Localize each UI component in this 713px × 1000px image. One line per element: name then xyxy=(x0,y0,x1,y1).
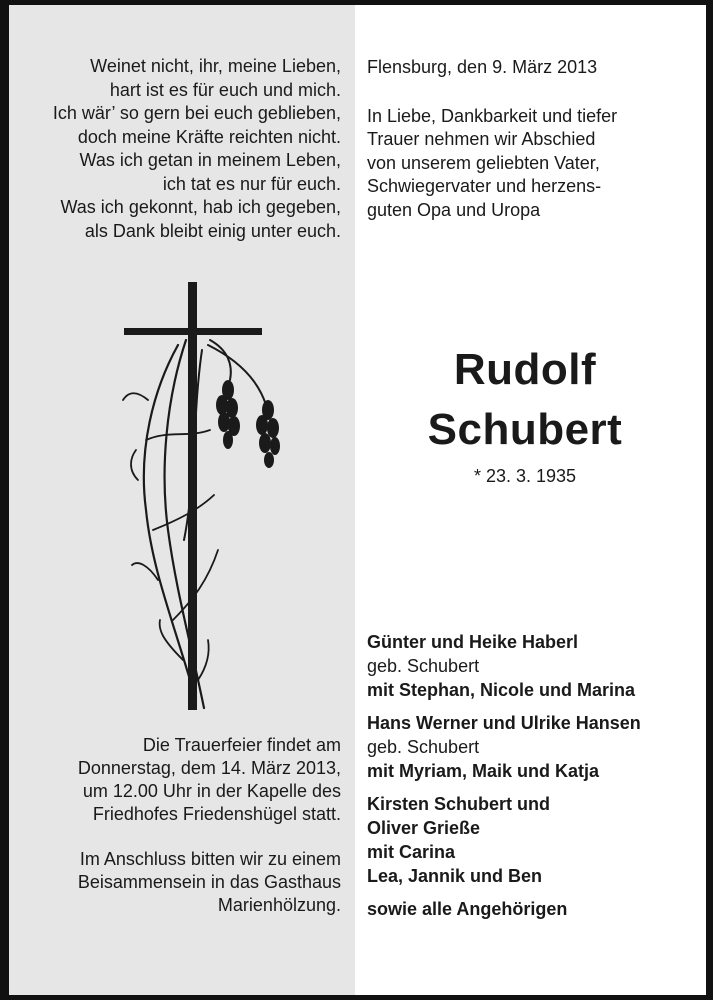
poem-line: Ich wär’ so gern bei euch geblieben, xyxy=(52,103,341,123)
mourner-line: geb. Schubert xyxy=(367,656,480,676)
service-line: Donnerstag, dem 14. März 2013, xyxy=(77,758,341,778)
service-line: Marienhölzung. xyxy=(217,895,341,915)
mourner-line: Günter und Heike Haberl xyxy=(367,632,579,652)
intro-line: In Liebe, Dankbarkeit und tiefer xyxy=(367,105,618,126)
mourner-line: mit Stephan, Nicole und Marina xyxy=(367,680,636,700)
mourners-list xyxy=(367,630,707,930)
intro-line: Schwiegervater und herzens- xyxy=(367,176,602,196)
service-line: um 12.00 Uhr in der Kapelle des xyxy=(82,781,341,801)
mourner-group xyxy=(367,711,707,783)
deceased-last-name: Schubert xyxy=(427,405,623,454)
service-line: Beisammensein in das Gasthaus xyxy=(77,872,341,892)
mourner-line: Oliver Grieße xyxy=(367,818,481,838)
border-right xyxy=(706,0,713,1000)
intro-line: guten Opa und Uropa xyxy=(367,199,541,220)
memorial-poem xyxy=(1,55,341,243)
poem-line: ich tat es nur für euch. xyxy=(162,173,341,194)
mourner-line: Hans Werner und Ulrike Hansen xyxy=(367,713,641,733)
poem-line: als Dank bleibt einig unter euch. xyxy=(84,220,341,241)
announcement-intro xyxy=(367,56,697,222)
border-bottom xyxy=(0,995,713,1000)
poem-line: Was ich getan in meinem Leben, xyxy=(79,150,341,170)
border-top xyxy=(0,0,713,5)
intro-line: von unserem geliebten Vater, xyxy=(367,152,600,173)
mourner-group xyxy=(367,792,707,888)
mourner-line: mit Carina xyxy=(367,842,456,862)
deceased-first-name: Rudolf xyxy=(453,345,597,394)
place-date: Flensburg, den 9. März 2013 xyxy=(367,57,598,77)
mourner-line: sowie alle Angehörigen xyxy=(367,899,568,919)
mourner-group xyxy=(367,897,707,921)
mourner-line: Lea, Jannik und Ben xyxy=(367,866,543,886)
mourner-line: mit Myriam, Maik und Katja xyxy=(367,761,600,781)
service-line: Die Trauerfeier findet am xyxy=(142,735,341,755)
intro-line: Trauer nehmen wir Abschied xyxy=(367,129,596,149)
poem-line: hart ist es für euch und mich. xyxy=(109,79,341,100)
paragraph-spacer xyxy=(1,826,341,848)
mourner-line: geb. Schubert xyxy=(367,737,480,757)
funeral-service-info xyxy=(1,734,341,917)
service-line: Friedhofes Friedenshügel statt. xyxy=(92,804,341,824)
poem-line: Weinet nicht, ihr, meine Lieben, xyxy=(90,56,341,76)
cross-with-wheat-icon xyxy=(118,280,288,715)
service-line: Im Anschluss bitten wir zu einem xyxy=(79,849,341,869)
birth-date: * 23. 3. 1935 xyxy=(473,466,577,486)
poem-line: Was ich gekonnt, hab ich gegeben, xyxy=(60,197,341,217)
mourner-group xyxy=(367,630,707,702)
poem-line: doch meine Kräfte reichten nicht. xyxy=(77,126,341,147)
mourner-line: Kirsten Schubert und xyxy=(367,794,551,814)
